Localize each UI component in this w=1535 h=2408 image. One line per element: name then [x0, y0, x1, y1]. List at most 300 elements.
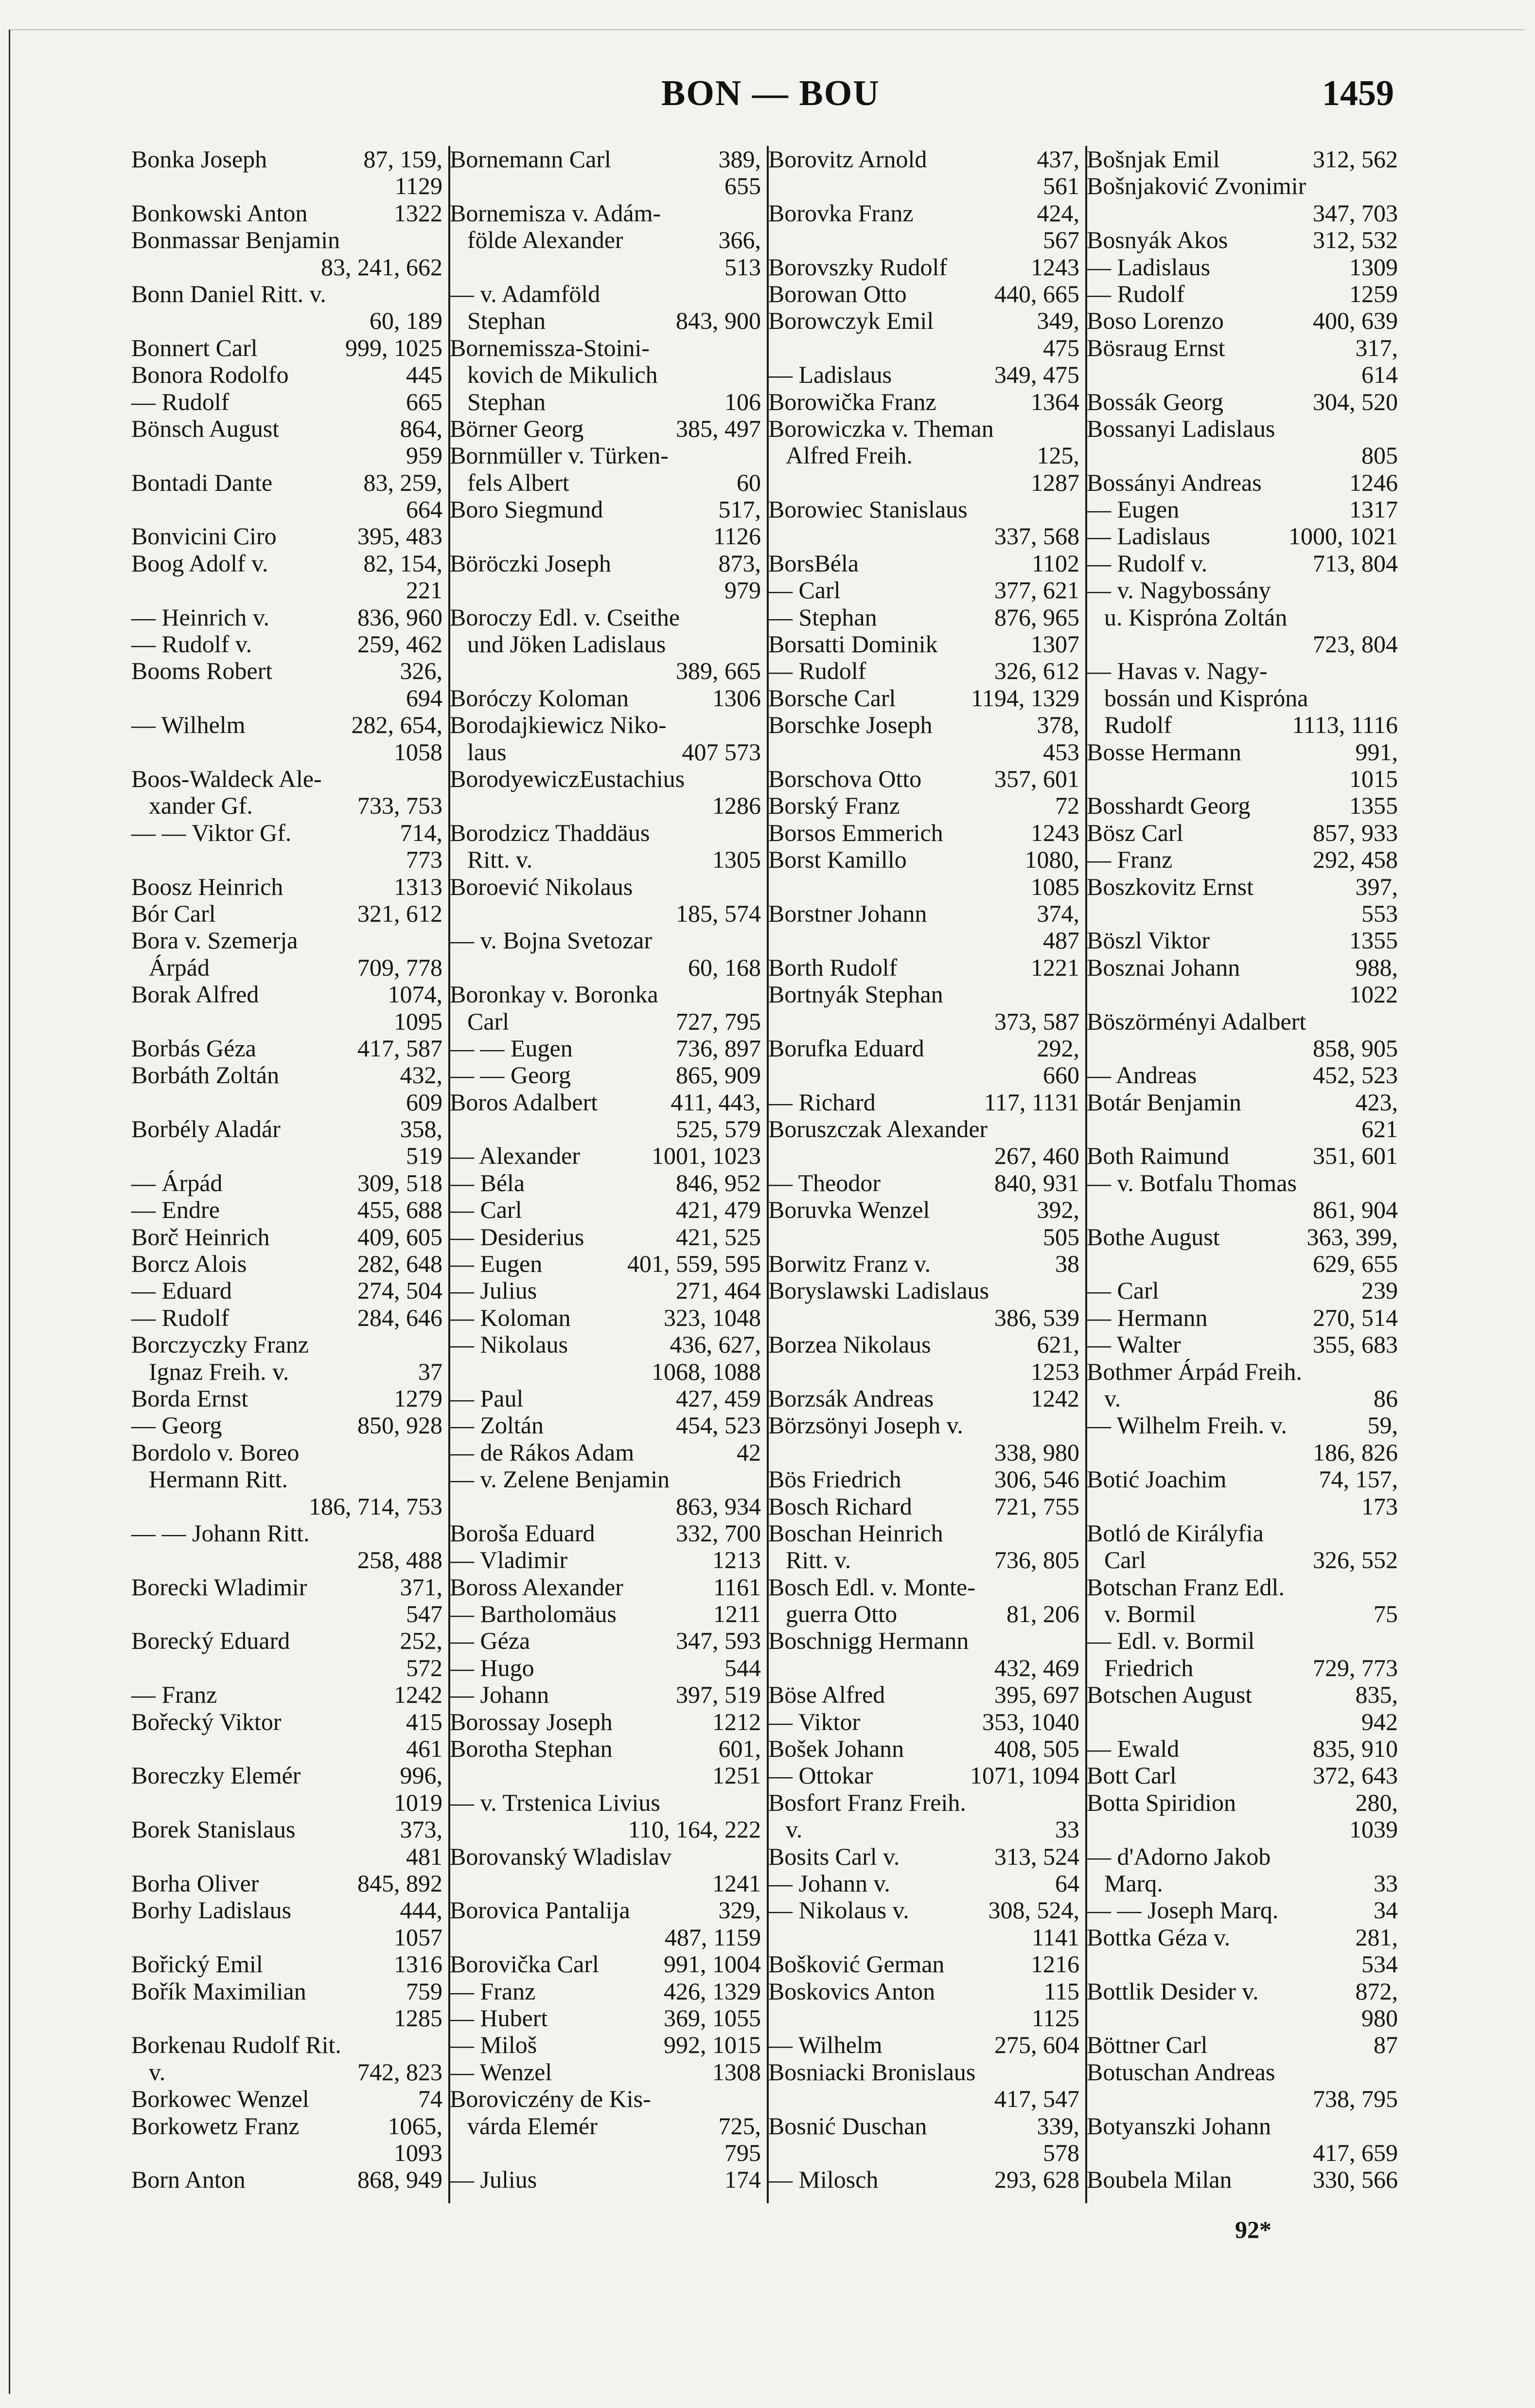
entry-page-refs: 308, 524,	[988, 1896, 1079, 1924]
directory-entry-line	[1087, 200, 1398, 227]
entry-page-refs: 423,	[1355, 1088, 1398, 1116]
directory-entry-line	[131, 442, 442, 469]
directory-entry-line	[768, 2005, 1079, 2032]
directory-entry-line	[131, 577, 442, 604]
entry-page-refs: 401, 559, 595	[627, 1250, 761, 1278]
entry-page-refs: 1113, 1116	[1292, 711, 1398, 739]
directory-entry-line	[450, 1762, 761, 1789]
directory-entry-line	[131, 1170, 442, 1196]
directory-entry-line	[768, 1250, 1079, 1277]
entry-name: — Theodor	[768, 1169, 881, 1196]
directory-entry-line	[450, 900, 761, 927]
directory-entry-line	[1087, 442, 1398, 469]
entry-page-refs: 415	[406, 1708, 442, 1735]
entry-page-refs: 34	[1374, 1896, 1398, 1924]
directory-entry-line	[1087, 1897, 1398, 1924]
entry-name: — Miloš	[450, 2031, 537, 2059]
entry-page-refs: 864,	[400, 414, 442, 442]
entry-name: — Bartholomäus	[450, 1600, 617, 1628]
entry-name: — Rudolf v.	[131, 630, 252, 658]
directory-entry-line	[1087, 631, 1398, 658]
entry-page-refs: 358,	[400, 1115, 442, 1143]
entry-page-refs: 1000, 1021	[1288, 522, 1398, 550]
directory-entry-line	[1087, 739, 1398, 766]
directory-entry-line	[131, 1142, 442, 1169]
entry-name: Bošek Johann	[768, 1735, 904, 1763]
entry-name: Bošnjak Emil	[1087, 145, 1220, 173]
directory-entry-line	[1087, 981, 1398, 1008]
entry-page-refs: 655	[724, 172, 761, 200]
directory-entry-line	[768, 281, 1079, 307]
entry-name: Borzsák Andreas	[768, 1384, 934, 1412]
directory-entry-line	[768, 1897, 1079, 1924]
directory-entry-line	[450, 1520, 761, 1547]
entry-page-refs: 395, 483	[357, 522, 442, 550]
entry-name: — — Joseph Marq.	[1087, 1896, 1279, 1924]
directory-entry-line	[450, 712, 761, 738]
directory-entry-line	[131, 739, 442, 766]
directory-entry-line	[1087, 927, 1398, 954]
directory-entry-line	[768, 1035, 1079, 1062]
entry-page-refs: 513	[724, 253, 761, 281]
entry-page-refs: 326, 612	[994, 657, 1079, 685]
directory-entry-line	[768, 335, 1079, 361]
directory-entry-line	[450, 792, 761, 819]
entry-page-refs: 872,	[1355, 1977, 1398, 2005]
entry-name: v.	[1104, 1384, 1121, 1412]
entry-name: — Carl	[768, 576, 841, 604]
entry-page-refs: 455, 688	[357, 1196, 442, 1224]
directory-entry-line	[450, 1035, 761, 1062]
directory-entry-line	[450, 820, 761, 846]
entry-name: Borský Franz	[768, 792, 900, 820]
directory-entry-line	[768, 1196, 1079, 1223]
entry-page-refs: 736, 897	[676, 1034, 761, 1062]
entry-page-refs: 865, 909	[676, 1061, 761, 1089]
directory-entry-line	[450, 927, 761, 954]
entry-name: Boog Adolf v.	[131, 549, 268, 577]
directory-entry-line	[768, 254, 1079, 281]
entry-page-refs: 547	[406, 1600, 442, 1628]
directory-entry-line	[768, 1574, 1079, 1601]
directory-entry-line	[450, 1439, 761, 1466]
entry-name: — Hermann	[1087, 1303, 1208, 1331]
entry-page-refs: 409, 605	[357, 1223, 442, 1250]
directory-entry-line	[1087, 1681, 1398, 1708]
directory-entry-line	[131, 1897, 442, 1924]
entry-page-refs: 578	[1043, 2139, 1079, 2166]
entry-name: Boso Lorenzo	[1087, 307, 1224, 335]
entry-name: — Béla	[450, 1169, 525, 1196]
entry-page-refs: 836, 960	[357, 603, 442, 631]
entry-page-refs: 846, 952	[676, 1169, 761, 1196]
directory-entry-line	[768, 523, 1079, 550]
entry-page-refs: 1126	[713, 522, 761, 550]
entry-name: Stephan	[467, 388, 546, 415]
entry-name: Borschova Otto	[768, 765, 922, 792]
entry-page-refs: 444,	[400, 1896, 442, 1924]
entry-page-refs: 110, 164, 222	[628, 1816, 761, 1843]
entry-name: Borkowetz Franz	[131, 2112, 300, 2140]
entry-name: — Milosch	[768, 2166, 879, 2194]
entry-page-refs: 1071, 1094	[970, 1762, 1079, 1789]
entry-page-refs: 759	[406, 1977, 442, 2005]
directory-entry-line	[768, 1816, 1079, 1843]
directory-entry-line	[131, 335, 442, 361]
entry-name: fels Albert	[467, 468, 569, 496]
directory-entry-line	[768, 1358, 1079, 1385]
directory-entry-line	[768, 1681, 1079, 1708]
directory-entry-line	[1087, 1601, 1398, 1627]
directory-entry-line	[768, 900, 1079, 927]
directory-entry-line	[768, 173, 1079, 199]
entry-name: Borschke Joseph	[768, 711, 933, 739]
directory-entry-line	[131, 2032, 442, 2058]
directory-entry-line	[131, 846, 442, 873]
directory-entry-line	[1087, 1277, 1398, 1304]
directory-entry-line	[450, 685, 761, 712]
directory-entry-line	[1087, 2140, 1398, 2166]
directory-entry-line	[450, 335, 761, 361]
directory-entry-line	[450, 1412, 761, 1439]
entry-name: Borbás Géza	[131, 1034, 256, 1062]
entry-name: Bonnert Carl	[131, 334, 258, 361]
directory-entry-line	[1087, 1627, 1398, 1654]
directory-entry-line	[131, 1412, 442, 1439]
directory-entry-line	[131, 954, 442, 981]
entry-page-refs: 87, 159,	[363, 145, 442, 173]
entry-page-refs: 306, 546	[994, 1465, 1079, 1493]
entry-page-refs: 87	[1374, 2031, 1398, 2059]
directory-entry-line	[131, 200, 442, 227]
entry-page-refs: 876, 965	[994, 603, 1079, 631]
entry-name: Borufka Eduard	[768, 1034, 924, 1062]
entry-name: Boroczy Edl. v. Cseithe	[450, 603, 680, 631]
entry-name: Bossák Georg	[1087, 388, 1224, 415]
entry-page-refs: 329,	[718, 1896, 761, 1924]
directory-entry-line	[1087, 1978, 1398, 2005]
entry-name: Borsche Carl	[768, 684, 896, 712]
directory-entry-line	[768, 1008, 1079, 1035]
directory-entry-line	[768, 442, 1079, 469]
entry-page-refs: 239	[1361, 1277, 1398, 1304]
entry-page-refs: 868, 949	[357, 2166, 442, 2194]
entry-page-refs: 1306	[712, 684, 761, 712]
entry-name: — v. Zelene Benjamin	[450, 1465, 670, 1493]
directory-entry-line	[131, 1762, 442, 1789]
entry-page-refs: 440, 665	[994, 280, 1079, 307]
directory-entry-line	[1087, 874, 1398, 900]
entry-page-refs: 1095	[394, 1007, 442, 1035]
entry-page-refs: 1216	[1031, 1950, 1079, 1978]
entry-name: BorodyewiczEustachius	[450, 765, 685, 792]
entry-name: Borzea Nikolaus	[768, 1331, 931, 1358]
directory-entry-line	[131, 1062, 442, 1088]
entry-page-refs: 505	[1043, 1223, 1079, 1250]
directory-entry-line	[768, 1224, 1079, 1250]
directory-entry-line	[768, 2140, 1079, 2166]
entry-name: Bonkowski Anton	[131, 199, 308, 227]
directory-entry-line	[131, 1951, 442, 1978]
directory-entry-line	[1087, 712, 1398, 738]
directory-entry-line	[768, 1062, 1079, 1088]
entry-name: Bosnić Duschan	[768, 2112, 927, 2140]
entry-page-refs: 1058	[394, 738, 442, 766]
entry-name: Boruszczak Alexander	[768, 1115, 988, 1143]
entry-page-refs: 475	[1043, 334, 1079, 361]
entry-page-refs: 83, 241, 662	[321, 253, 442, 281]
directory-entry-line	[450, 1385, 761, 1412]
directory-entry-line	[450, 361, 761, 388]
entry-name: Bonora Rodolfo	[131, 361, 289, 389]
directory-entry-line	[1087, 1439, 1398, 1466]
entry-page-refs: 991, 1004	[664, 1950, 761, 1978]
entry-name: — Eugen	[1087, 496, 1180, 523]
entry-name: Botta Spiridion	[1087, 1788, 1236, 1816]
directory-entry-line	[1087, 523, 1398, 550]
directory-entry-line	[131, 389, 442, 415]
entry-name: Bonka Joseph	[131, 145, 267, 173]
directory-entry-line	[768, 954, 1079, 981]
entry-page-refs: 660	[1043, 1061, 1079, 1089]
entry-page-refs: 309, 518	[357, 1169, 442, 1196]
directory-entry-line	[1087, 1116, 1398, 1142]
directory-entry-line	[1087, 254, 1398, 281]
entry-name: — v. Nagybossány	[1087, 576, 1271, 604]
entry-page-refs: 1355	[1349, 792, 1398, 820]
entry-page-refs: 561	[1043, 172, 1079, 200]
entry-page-refs: 733, 753	[357, 792, 442, 820]
entry-page-refs: 1364	[1031, 388, 1079, 415]
entry-page-refs: 338, 980	[994, 1438, 1079, 1466]
entry-page-refs: 621	[1361, 1115, 1398, 1143]
entry-name: Boubela Milan	[1087, 2166, 1232, 2194]
entry-page-refs: 389,	[718, 145, 761, 173]
entry-page-refs: 72	[1055, 792, 1079, 820]
directory-entry-line	[768, 739, 1079, 766]
entry-page-refs: 873,	[718, 549, 761, 577]
signature-mark: 92*	[1235, 2216, 1271, 2243]
entry-page-refs: 1068, 1088	[652, 1357, 761, 1385]
entry-name: Bosfort Franz Freih.	[768, 1788, 966, 1816]
entry-name: Borodzicz Thaddäus	[450, 819, 650, 846]
entry-name: — Ladislaus	[1087, 522, 1211, 550]
entry-name: Bösraug Ernst	[1087, 334, 1225, 361]
entry-name: várda Elemér	[467, 2112, 598, 2140]
entry-page-refs: 37	[418, 1357, 442, 1385]
directory-entry-line	[450, 281, 761, 307]
directory-entry-line	[131, 1843, 442, 1870]
entry-name: — v. Botfalu Thomas	[1087, 1169, 1297, 1196]
directory-entry-line	[1087, 1466, 1398, 1493]
directory-entry-line	[1087, 1224, 1398, 1250]
entry-name: Boronkay v. Boronka	[450, 981, 658, 1008]
directory-entry-line	[450, 1493, 761, 1520]
directory-entry-line	[768, 1789, 1079, 1816]
entry-name: Borowiec Stanislaus	[768, 496, 968, 523]
directory-entry-line	[1087, 2086, 1398, 2112]
entry-page-refs: 281,	[1355, 1923, 1398, 1951]
entry-name: Boross Alexander	[450, 1573, 623, 1601]
entry-name: Borbáth Zoltán	[131, 1061, 280, 1089]
entry-name: Borha Oliver	[131, 1870, 259, 1897]
entry-name: Borhy Ladislaus	[131, 1896, 292, 1924]
entry-page-refs: 1253	[1031, 1357, 1079, 1385]
entry-page-refs: 83, 259,	[363, 468, 442, 496]
page-header-title: BON — BOU	[661, 73, 880, 113]
directory-entry-line	[1087, 604, 1398, 631]
directory-entry-line	[768, 658, 1079, 684]
entry-page-refs: 417, 659	[1313, 2139, 1398, 2166]
entry-name: Bonvicini Ciro	[131, 522, 277, 550]
entry-page-refs: 487, 1159	[664, 1923, 761, 1951]
directory-entry-line	[131, 1116, 442, 1142]
entry-page-refs: 1246	[1349, 468, 1398, 496]
directory-entry-line	[1087, 1762, 1398, 1789]
directory-entry-line	[131, 307, 442, 334]
entry-name: guerra Otto	[786, 1600, 898, 1628]
directory-entry-line	[450, 469, 761, 496]
directory-entry-line	[131, 2086, 442, 2112]
entry-name: Bosniacki Bronislaus	[768, 2058, 976, 2086]
entry-page-refs: 60, 189	[370, 307, 442, 335]
entry-page-refs: 1305	[712, 846, 761, 874]
entry-page-refs: 601,	[718, 1735, 761, 1763]
directory-entry-line	[1087, 1816, 1398, 1843]
directory-entry-line	[768, 1142, 1079, 1169]
entry-page-refs: 729, 773	[1313, 1654, 1398, 1681]
entry-page-refs: 292, 458	[1313, 846, 1398, 874]
entry-page-refs: 1019	[394, 1788, 442, 1816]
entry-page-refs: 60, 168	[688, 953, 761, 981]
directory-entry-line	[1087, 469, 1398, 496]
entry-page-refs: 609	[406, 1088, 442, 1116]
entry-name: Carl	[1104, 1546, 1147, 1574]
directory-entry-line	[450, 227, 761, 253]
entry-page-refs: 347, 593	[676, 1627, 761, 1655]
entry-name: Borecki Wladimir	[131, 1573, 307, 1601]
entry-name: Boschan Heinrich	[768, 1519, 943, 1547]
entry-name: kovich de Mikulich	[467, 361, 658, 389]
entry-name: Botár Benjamin	[1087, 1088, 1241, 1116]
entry-name: Borsos Emmerich	[768, 819, 943, 846]
directory-entry-line	[768, 1304, 1079, 1331]
directory-entry-line	[131, 900, 442, 927]
directory-entry-line	[1087, 2166, 1398, 2193]
directory-entry-line	[768, 1466, 1079, 1493]
entry-name: Botló de Királyfia	[1087, 1519, 1264, 1547]
entry-name: — Árpád	[131, 1169, 223, 1196]
entry-page-refs: 373, 587	[994, 1007, 1079, 1035]
directory-entry-line	[131, 1816, 442, 1843]
entry-page-refs: 313, 524	[994, 1842, 1079, 1870]
directory-entry-line	[768, 1709, 1079, 1735]
entry-page-refs: 942	[1361, 1708, 1398, 1735]
entry-name: Bošković German	[768, 1950, 945, 1978]
entry-name: — — Johann Ritt.	[131, 1519, 310, 1547]
directory-entry-line	[1087, 496, 1398, 523]
entry-page-refs: 326, 552	[1313, 1546, 1398, 1574]
directory-entry-line	[131, 1250, 442, 1277]
entry-name: Bosnyák Akos	[1087, 226, 1228, 254]
entry-page-refs: 351, 601	[1313, 1142, 1398, 1170]
directory-entry-line	[1087, 1520, 1398, 1547]
entry-page-refs: 293, 628	[994, 2166, 1079, 2194]
entry-name: Borowiczka v. Theman	[768, 414, 994, 442]
directory-entry-line	[131, 1681, 442, 1708]
directory-entry-line	[1087, 685, 1398, 712]
entry-name: Bór Carl	[131, 899, 216, 927]
entry-page-refs: 629, 655	[1313, 1250, 1398, 1278]
entry-page-refs: 614	[1361, 361, 1398, 389]
directory-entry-line	[1087, 1331, 1398, 1358]
entry-name: Böszörményi Adalbert	[1087, 1007, 1306, 1035]
directory-entry-line	[1087, 1304, 1398, 1331]
entry-page-refs: 1251	[712, 1762, 761, 1789]
directory-entry-line	[131, 1655, 442, 1681]
entry-name: Bortnyák Stephan	[768, 981, 943, 1008]
directory-entry-line	[131, 981, 442, 1008]
entry-name: Boreczky Elemér	[131, 1762, 301, 1789]
entry-page-refs: 999, 1025	[345, 334, 442, 361]
entry-page-refs: 38	[1055, 1250, 1079, 1278]
directory-entry-line	[1087, 2005, 1398, 2032]
directory-entry-line	[450, 1089, 761, 1116]
entry-name: Bosse Hermann	[1087, 738, 1241, 766]
entry-name: — Ladislaus	[768, 361, 892, 389]
directory-entry-line	[1087, 1412, 1398, 1439]
entry-page-refs: 321, 612	[357, 899, 442, 927]
directory-entry-line	[450, 442, 761, 469]
entry-page-refs: 1317	[1349, 496, 1398, 523]
directory-entry-line	[450, 1466, 761, 1493]
entry-page-refs: 621,	[1037, 1331, 1079, 1358]
entry-name: Boruvka Wenzel	[768, 1196, 930, 1224]
entry-name: — Rudolf	[768, 657, 866, 685]
entry-name: — Johann	[450, 1681, 549, 1709]
directory-entry-line	[768, 1924, 1079, 1951]
entry-page-refs: 1194, 1329	[970, 684, 1079, 712]
entry-name: Carl	[467, 1007, 510, 1035]
entry-page-refs: 664	[406, 496, 442, 523]
entry-page-refs: 371,	[400, 1573, 442, 1601]
entry-page-refs: 1022	[1349, 981, 1398, 1008]
directory-entry-line	[768, 766, 1079, 792]
entry-page-refs: 317,	[1355, 334, 1398, 361]
entry-page-refs: 795	[724, 2139, 761, 2166]
directory-entry-line	[131, 631, 442, 658]
directory-entry-line	[131, 1601, 442, 1627]
directory-entry-line	[768, 577, 1079, 604]
directory-entry-line	[450, 1897, 761, 1924]
entry-page-refs: 330, 566	[1313, 2166, 1398, 2194]
entry-name: Borek Stanislaus	[131, 1816, 296, 1843]
entry-page-refs: 432, 469	[994, 1654, 1079, 1681]
entry-name: Botschen August	[1087, 1681, 1253, 1709]
entry-name: — Edl. v. Bormil	[1087, 1627, 1255, 1655]
entry-page-refs: 863, 934	[676, 1492, 761, 1520]
entry-page-refs: 1211	[713, 1600, 761, 1628]
entry-page-refs: 454, 523	[676, 1411, 761, 1439]
entry-page-refs: 75	[1374, 1600, 1398, 1628]
entry-page-refs: 843, 900	[676, 307, 761, 335]
entry-name: Bothmer Árpád Freih.	[1087, 1357, 1302, 1385]
directory-entry-line	[768, 307, 1079, 334]
entry-page-refs: 1221	[1031, 953, 1079, 981]
entry-page-refs: 125,	[1037, 442, 1079, 469]
entry-page-refs: 959	[406, 442, 442, 469]
directory-entry-line	[768, 550, 1079, 577]
